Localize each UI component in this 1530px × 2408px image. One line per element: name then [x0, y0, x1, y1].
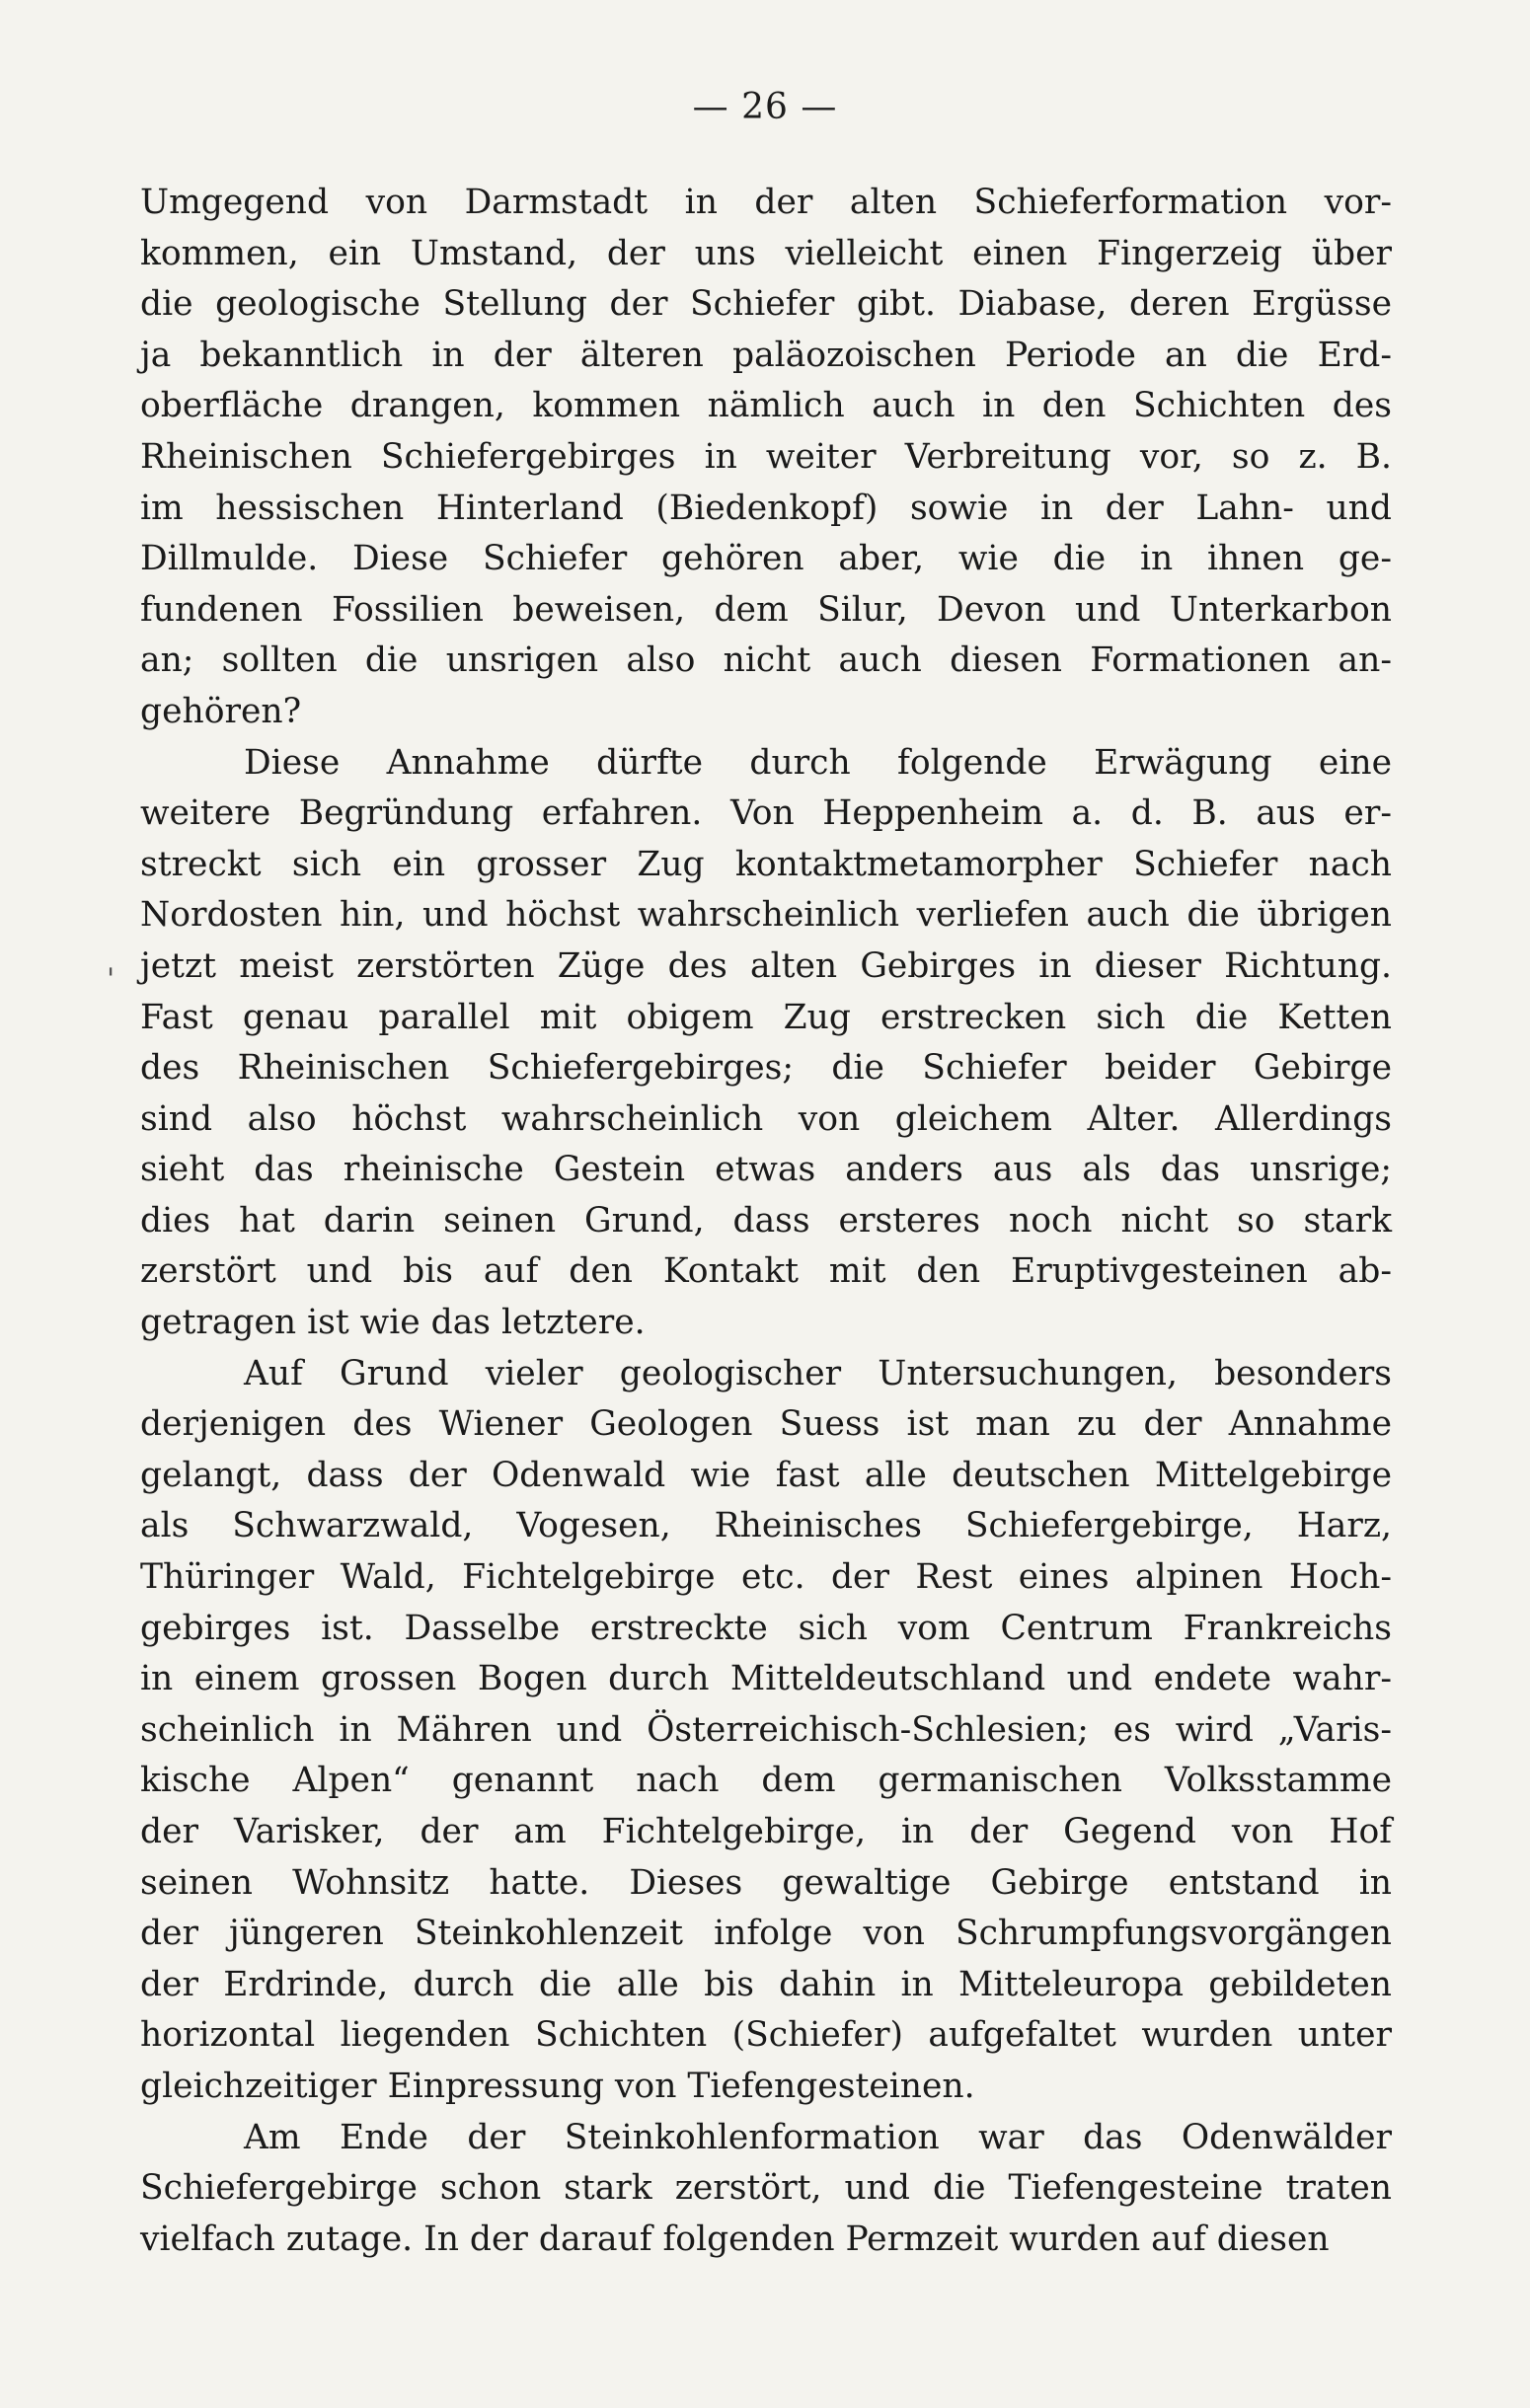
text-line: scheinlich in Mähren und Österreichisch-Schlesien; es wird „Varis- — [140, 1709, 1392, 1750]
text-line: vielfach zutage. In der darauf folgenden Permzeit wurden auf diesen — [140, 2219, 1330, 2259]
text-line: gelangt, dass der Odenwald wie fast alle deutschen Mittelgebirge — [140, 1455, 1392, 1495]
text-line: Am Ende der Steinkohlenformation war das Odenwälder — [244, 2117, 1392, 2157]
text-line: der jüngeren Steinkohlenzeit infolge von Schrumpfungsvorgängen — [140, 1914, 1392, 1954]
text-line: an; sollten die unsrigen also nicht auch diesen Formationen an- — [140, 640, 1392, 681]
text-line: als Schwarzwald, Vogesen, Rheinisches Schiefergebirge, Harz, — [140, 1506, 1392, 1546]
paragraph — [140, 178, 1392, 738]
text-line: sieht das rheinische Gestein etwas anders aus als das unsrige; — [140, 1150, 1392, 1190]
text-line: Nordosten hin, und höchst wahrscheinlich verliefen auch die übrigen — [140, 895, 1392, 936]
text-line: im hessischen Hinterland (Biedenkopf) sowie in der Lahn- und — [140, 488, 1392, 528]
text-line: streckt sich ein grosser Zug kontaktmetamorpher Schiefer nach — [140, 844, 1392, 884]
text-line: sind also höchst wahrscheinlich von gleichem Alter. Allerdings — [140, 1098, 1392, 1139]
text-line: weitere Begründung erfahren. Von Heppenheim a. d. B. aus er- — [140, 793, 1392, 834]
text-line: kische Alpen“ genannt nach dem germanischen Volksstamme — [140, 1761, 1392, 1801]
margin-tick-mark: ' — [107, 962, 115, 997]
text-line: gleichzeitiger Einpressung von Tiefengesteinen. — [140, 2066, 975, 2106]
text-line: ja bekanntlich in der älteren paläozoischen Periode an die Erd- — [140, 335, 1392, 375]
text-line: Fast genau parallel mit obigem Zug erstrecken sich die Ketten — [140, 997, 1392, 1037]
text-line: seinen Wohnsitz hatte. Dieses gewaltige Gebirge entstand in — [140, 1862, 1392, 1903]
text-line: Thüringer Wald, Fichtelgebirge etc. der Rest eines alpinen Hoch- — [140, 1557, 1392, 1598]
text-line: dies hat darin seinen Grund, dass ersteres noch nicht so stark — [140, 1200, 1392, 1241]
text-line: derjenigen des Wiener Geologen Suess ist man zu der Annahme — [140, 1404, 1392, 1445]
text-line: zerstört und bis auf den Kontakt mit den Eruptivgesteinen ab- — [140, 1251, 1392, 1292]
text-line: gehören? — [140, 691, 302, 731]
paragraph — [140, 1349, 1392, 2113]
text-line: Auf Grund vieler geologischer Untersuchungen, besonders — [244, 1353, 1392, 1393]
text-line: Schiefergebirge schon stark zerstört, und die Tiefengesteine traten — [140, 2168, 1392, 2209]
text-line: der Varisker, der am Fichtelgebirge, in der Gegend von Hof — [140, 1812, 1392, 1851]
paragraph — [140, 738, 1392, 1349]
text-line: Umgegend von Darmstadt in der alten Schieferformation vor- — [140, 183, 1392, 222]
text-line: die geologische Stellung der Schiefer gibt. Diabase, deren Ergüsse — [140, 284, 1392, 325]
text-line: des Rheinischen Schiefergebirges; die Schiefer beider Gebirge — [140, 1048, 1392, 1089]
text-line: oberfläche drangen, kommen nämlich auch in den Schichten des — [140, 386, 1392, 426]
page-number: — 26 — — [692, 87, 838, 127]
text-line: in einem grossen Bogen durch Mitteldeutschland und endete wahr- — [140, 1659, 1392, 1699]
text-line: kommen, ein Umstand, der uns vielleicht einen Fingerzeig über — [140, 233, 1392, 273]
body-text — [140, 178, 1392, 2265]
text-line: gebirges ist. Dasselbe erstreckte sich vom Centrum Frankreichs — [140, 1608, 1392, 1648]
text-line: getragen ist wie das letztere. — [140, 1303, 646, 1343]
text-line: jetzt meist zerstörten Züge des alten Gebirges in dieser Richtung. — [140, 945, 1392, 986]
text-line: Diese Annahme dürfte durch folgende Erwägung eine — [244, 742, 1392, 783]
text-line: der Erdrinde, durch die alle bis dahin in Mitteleuropa gebildeten — [140, 1964, 1392, 2004]
paragraph — [140, 2113, 1392, 2266]
text-line: horizontal liegenden Schichten (Schiefer) aufgefaltet wurden unter — [140, 2015, 1392, 2056]
text-line: Dillmulde. Diese Schiefer gehören aber, wie die in ihnen ge- — [140, 539, 1392, 579]
text-line: Rheinischen Schiefergebirges in weiter Verbreitung vor, so z. B. — [140, 436, 1392, 477]
text-line: fundenen Fossilien beweisen, dem Silur, Devon und Unterkarbon — [140, 589, 1392, 630]
